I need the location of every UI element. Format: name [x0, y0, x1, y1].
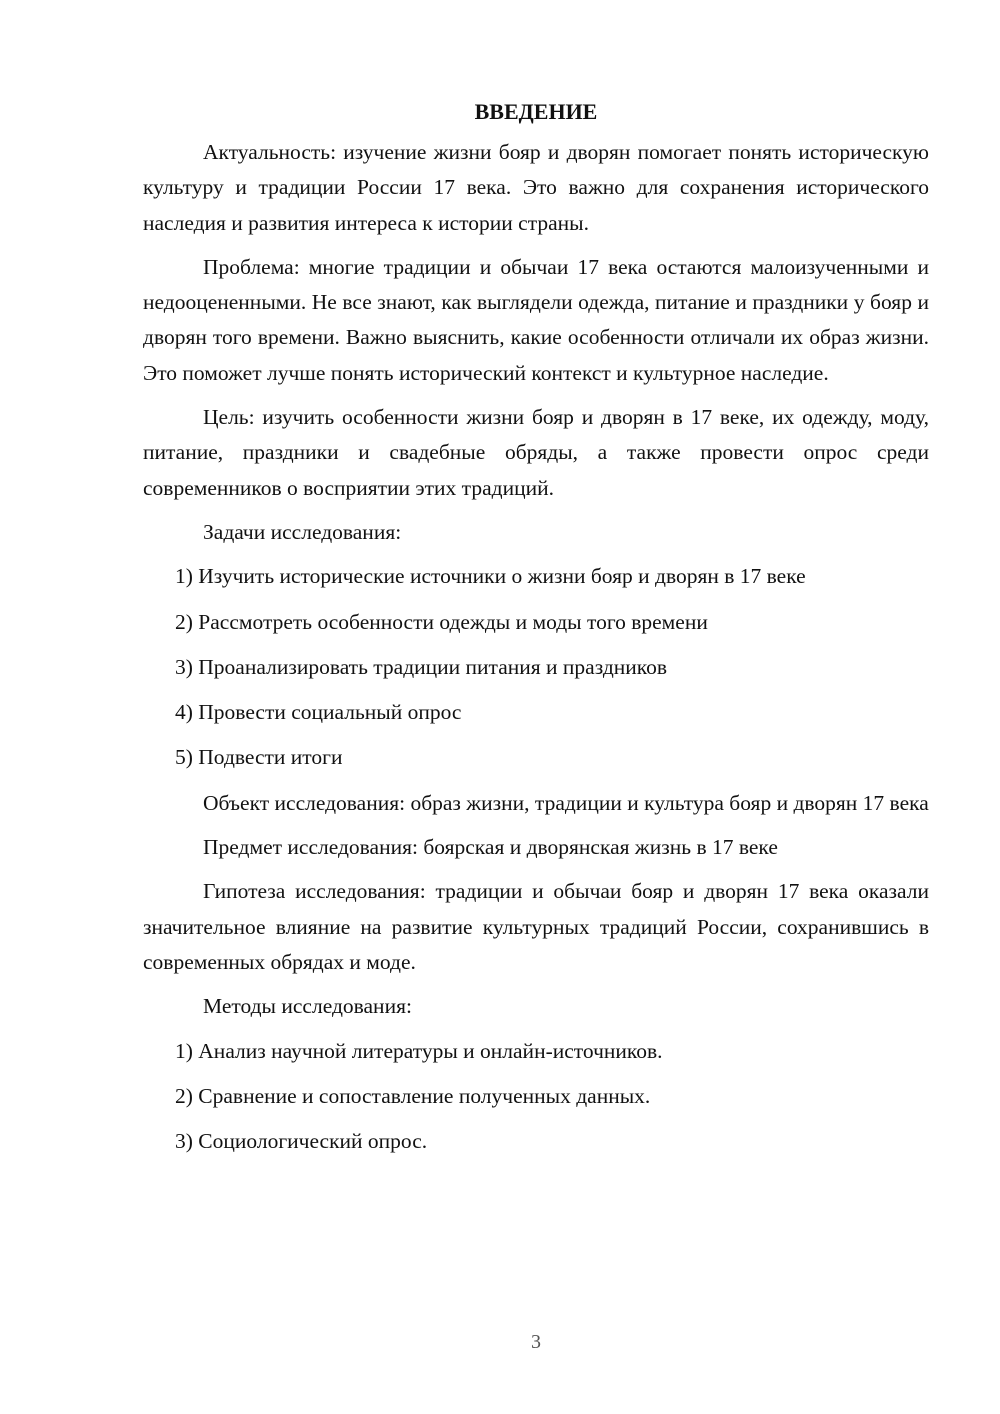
list-item: 4) Провести социальный опрос [175, 700, 462, 725]
list-item: 3) Проанализировать традиции питания и праздников [175, 654, 668, 679]
list-item: 1) Изучить исторические источники о жизни бояр и дворян в 17 веке [175, 564, 806, 589]
list-item: 5) Подвести итоги [175, 745, 343, 770]
object-paragraph: Объект исследования: образ жизни, традиции и культура бояр и дворян 17 века [203, 790, 929, 815]
document-body [143, 94, 929, 1169]
problem-paragraph: Проблема: многие традиции и обычаи 17 века остаются малоизученными и недооцененными. Не все знают, как выглядели одежда, питание и праздники у бояр и дворян того времени. Важно выяснить, какие особенности отличали их образ жизни. Это поможет лучше понять исторический контекст и культурное наследие. [143, 254, 929, 385]
methods-title: Методы исследования: [203, 994, 412, 1019]
tasks-title: Задачи исследования: [203, 519, 402, 544]
list-item: 1) Анализ научной литературы и онлайн-источников. [175, 1038, 663, 1063]
hypothesis-paragraph: Гипотеза исследования: традиции и обычаи бояр и дворян 17 века оказали значительное влияние на развитие культурных традиций России, сохранившись в современных обрядах и моде. [143, 879, 929, 974]
list-item: 2) Рассмотреть особенности одежды и моды того времени [175, 609, 708, 634]
methods-list [143, 1034, 929, 1160]
page-title: ВВЕДЕНИЕ [474, 99, 598, 124]
list-item: 2) Сравнение и сопоставление полученных данных. [175, 1083, 651, 1108]
tasks-list [143, 559, 929, 775]
list-item: 3) Социологический опрос. [175, 1129, 428, 1154]
goal-paragraph: Цель: изучить особенности жизни бояр и дворян в 17 веке, их одежду, моду, питание, праздники и свадебные обряды, а также провести опрос среди современников о восприятии этих традиций. [143, 405, 929, 500]
subject-paragraph: Предмет исследования: боярская и дворянская жизнь в 17 веке [203, 835, 778, 860]
relevance-paragraph: Актуальность: изучение жизни бояр и дворян помогает понять историческую культуру и традиции России 17 века. Это важно для сохранения исторического наследия и развития интереса к истории страны. [143, 140, 929, 235]
page-number: 3 [531, 1331, 541, 1353]
